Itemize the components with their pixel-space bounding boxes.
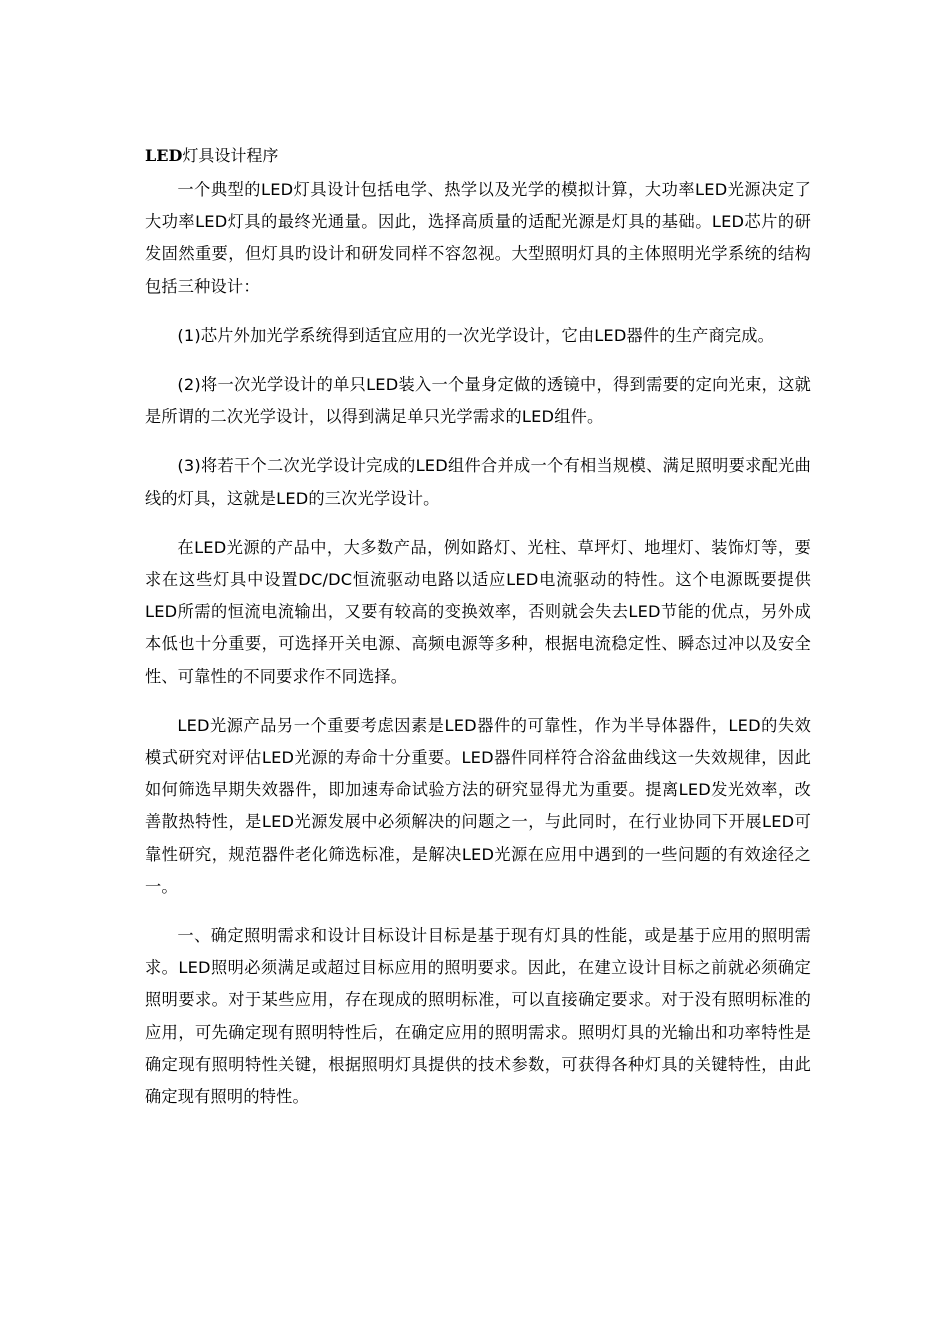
paragraph-item-3: (3)将若干个二次光学设计完成的LED组件合并成一个有相当规模、满足照明要求配光曲线的灯具，这就是LED的三次光学设计。 — [145, 456, 811, 508]
document-title — [145, 140, 811, 172]
title-prefix: LED — [145, 146, 183, 165]
title-text: 灯具设计程序 — [182, 146, 279, 165]
paragraph-requirements: 一、确定照明需求和设计目标设计目标是基于现有灯具的性能，或是基于应用的照明需求。LED照明必须满足或超过目标应用的照明要求。因此，在建立设计目标之前就必须确定照明要求。对于某些应用，存在现成的照明标准，可以直接确定要求。对于没有照明标准的应用，可先确定现有照明特性后，在确定应用的照明需求。照明灯具的光输出和功率特性是确定现有照明特性关键，根据照明灯具提供的技术参数，可获得各种灯具的关键特性，由此确定现有照明的特性。 — [145, 926, 811, 1107]
paragraph-driver: 在LED光源的产品中，大多数产品，例如路灯、光柱、草坪灯、地埋灯、装饰灯等，要求在这些灯具中设置DC/DC恒流驱动电路以适应LED电流驱动的特性。这个电源既要提供LED所需的恒流电流输出，又要有较高的变换效率，否则就会失去LED节能的优点，另外成本低也十分重要，可选择开关电源、高频电源等多种，根据电流稳定性、瞬态过冲以及安全性、可靠性的不同要求作不同选择。 — [145, 537, 811, 686]
paragraph-intro: 一个典型的LED灯具设计包括电学、热学以及光学的模拟计算，大功率LED光源决定了大功率LED灯具的最终光通量。因此，选择高质量的适配光源是灯具的基础。LED芯片的研发固然重要，但灯具旳设计和研发同样不容忽视。大型照明灯具的主体照明光学系统的结构包括三种设计： — [145, 180, 811, 296]
document-page — [145, 140, 811, 1113]
paragraph-item-1: (1)芯片外加光学系统得到适宜应用的一次光学设计，它由LED器件的生产商完成。 — [177, 325, 775, 345]
paragraph-reliability: LED光源产品另一个重要考虑因素是LED器件的可靠性，作为半导体器件，LED的失效模式研究对评估LED光源的寿命十分重要。LED器件同样符合浴盆曲线这一失效规律，因此如何筛选早期失效器件，即加速寿命试验方法的研究显得尤为重要。提离LED发光效率，改善散热特性，是LED光源发展中必须解决的问题之一，与此同时，在行业协同下开展LED可靠性研究，规范器件老化筛选标准，是解决LED光源在应用中遇到的一些问题的有效途径之一。 — [145, 715, 811, 896]
paragraph-item-2: (2)将一次光学设计的单只LED装入一个量身定做的透镜中，得到需要的定向光束，这就是所谓的二次光学设计，以得到满足单只光学需求的LED组件。 — [145, 375, 811, 427]
